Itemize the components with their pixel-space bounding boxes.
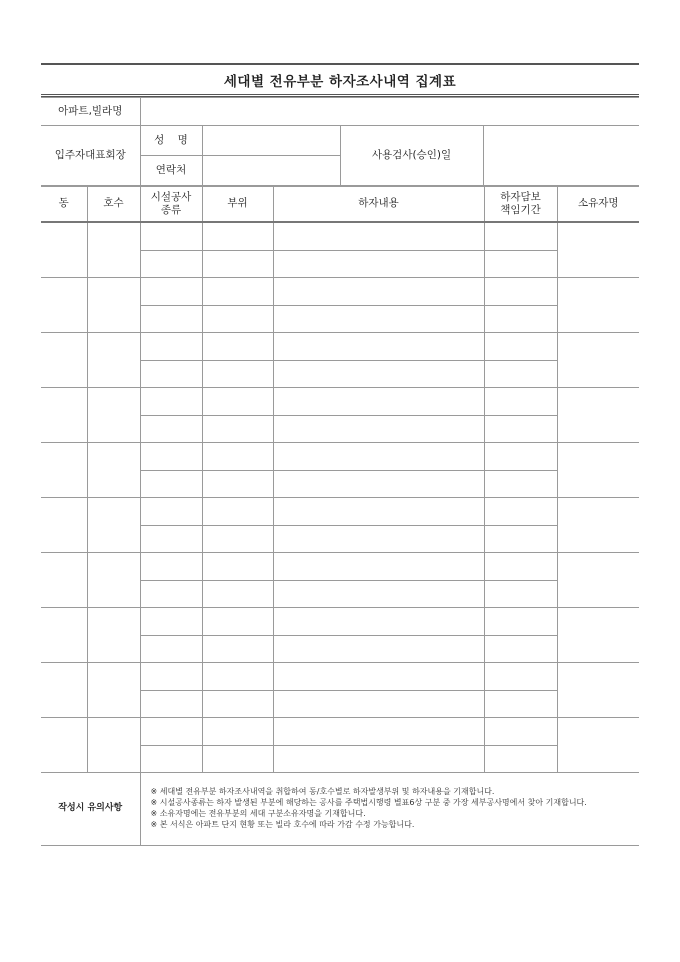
work-type-cell[interactable] (140, 635, 202, 663)
work-type-cell[interactable] (140, 278, 202, 306)
location-cell[interactable] (202, 388, 273, 416)
work-type-cell[interactable] (140, 608, 202, 636)
warranty-cell[interactable] (484, 635, 557, 663)
apt-name-label: 아파트,빌라명 (41, 98, 140, 126)
dong-cell[interactable] (41, 663, 87, 718)
work-type-cell[interactable] (140, 553, 202, 581)
warranty-cell[interactable] (484, 388, 557, 416)
rep-label: 입주자대표회장 (41, 126, 140, 186)
work-type-cell[interactable] (140, 525, 202, 553)
owner-cell[interactable] (557, 718, 639, 773)
form-sheet (41, 63, 639, 846)
work-type-cell[interactable] (140, 305, 202, 333)
dong-cell[interactable] (41, 388, 87, 443)
ho-cell[interactable] (87, 608, 140, 663)
work-type-cell[interactable] (140, 690, 202, 718)
ho-cell[interactable] (87, 443, 140, 498)
location-cell[interactable] (202, 663, 273, 691)
work-type-cell[interactable] (140, 360, 202, 388)
owner-cell[interactable] (557, 443, 639, 498)
dong-cell[interactable] (41, 333, 87, 388)
info-table (41, 97, 639, 186)
owner-cell[interactable] (557, 333, 639, 388)
notes-label: 작성시 유의사항 (41, 773, 140, 846)
defect-cell[interactable] (273, 388, 484, 416)
warranty-cell[interactable] (484, 278, 557, 306)
ho-cell[interactable] (87, 278, 140, 333)
warranty-cell[interactable] (484, 663, 557, 691)
warranty-cell[interactable] (484, 718, 557, 746)
ho-cell[interactable] (87, 553, 140, 608)
work-type-cell[interactable] (140, 718, 202, 746)
table-row (41, 663, 639, 691)
defect-cell[interactable] (273, 415, 484, 443)
warranty-cell[interactable] (484, 608, 557, 636)
defect-cell[interactable] (273, 222, 484, 250)
work-type-cell[interactable] (140, 443, 202, 471)
header-dong: 동 (41, 187, 87, 223)
table-row (41, 498, 639, 526)
warranty-cell[interactable] (484, 415, 557, 443)
warranty-cell[interactable] (484, 525, 557, 553)
location-cell[interactable] (202, 333, 273, 361)
location-cell[interactable] (202, 250, 273, 278)
location-cell[interactable] (202, 580, 273, 608)
location-cell[interactable] (202, 718, 273, 746)
dong-cell[interactable] (41, 718, 87, 773)
location-cell[interactable] (202, 222, 273, 250)
note-item: ※ 본 서식은 아파트 단지 현황 또는 빌라 호수에 따라 가감 수정 가능합니다. (150, 819, 415, 829)
notes-box (140, 773, 639, 846)
work-type-cell[interactable] (140, 498, 202, 526)
defect-cell[interactable] (273, 360, 484, 388)
dong-cell[interactable] (41, 553, 87, 608)
location-cell[interactable] (202, 608, 273, 636)
warranty-cell[interactable] (484, 250, 557, 278)
warranty-cell[interactable] (484, 580, 557, 608)
dong-cell[interactable] (41, 443, 87, 498)
owner-cell[interactable] (557, 388, 639, 443)
table-row (41, 608, 639, 636)
work-type-cell[interactable] (140, 333, 202, 361)
defect-cell[interactable] (273, 525, 484, 553)
defect-table (41, 186, 639, 846)
header-defect: 하자내용 (273, 187, 484, 223)
defect-cell[interactable] (273, 333, 484, 361)
dong-cell[interactable] (41, 222, 87, 278)
contact-field[interactable] (202, 156, 340, 186)
name-label: 성 명 (140, 126, 202, 156)
defect-cell[interactable] (273, 305, 484, 333)
warranty-cell[interactable] (484, 333, 557, 361)
note-item: ※ 소유자명에는 전유부분의 세대 구분소유자명을 기재합니다. (150, 809, 366, 818)
table-row (41, 718, 639, 746)
location-cell[interactable] (202, 360, 273, 388)
defect-cell[interactable] (273, 608, 484, 636)
defect-cell[interactable] (273, 470, 484, 498)
work-type-cell[interactable] (140, 222, 202, 250)
ho-cell[interactable] (87, 333, 140, 388)
ho-cell[interactable] (87, 222, 140, 278)
location-cell[interactable] (202, 443, 273, 471)
table-row (41, 278, 639, 306)
location-cell[interactable] (202, 278, 273, 306)
work-type-cell[interactable] (140, 415, 202, 443)
warranty-cell[interactable] (484, 222, 557, 250)
defect-cell[interactable] (273, 635, 484, 663)
ho-cell[interactable] (87, 388, 140, 443)
contact-label: 연락처 (140, 156, 202, 186)
location-cell[interactable] (202, 415, 273, 443)
inspection-date-field[interactable] (483, 126, 639, 186)
location-cell[interactable] (202, 498, 273, 526)
location-cell[interactable] (202, 635, 273, 663)
warranty-cell[interactable] (484, 305, 557, 333)
inspection-date-label: 사용검사(승인)일 (340, 126, 483, 186)
header-work-type: 시설공사 종류 (140, 187, 202, 223)
work-type-cell[interactable] (140, 663, 202, 691)
work-type-cell[interactable] (140, 580, 202, 608)
defect-cell[interactable] (273, 745, 484, 773)
warranty-cell[interactable] (484, 553, 557, 581)
location-cell[interactable] (202, 745, 273, 773)
defect-cell[interactable] (273, 278, 484, 306)
ho-cell[interactable] (87, 498, 140, 553)
location-cell[interactable] (202, 470, 273, 498)
defect-cell[interactable] (273, 718, 484, 746)
owner-cell[interactable] (557, 498, 639, 553)
table-row (41, 333, 639, 361)
warranty-cell[interactable] (484, 690, 557, 718)
header-owner: 소유자명 (557, 187, 639, 223)
dong-cell[interactable] (41, 608, 87, 663)
note-item: ※ 시설공사종류는 하자 발생된 부분에 해당하는 공사를 주택법시행령 별표6상 구분 중 가장 세부공사명에서 찾아 기재합니다. (150, 798, 587, 808)
note-item: ※ 세대별 전유부분 하자조사내역을 취합하여 동/호수별로 하자발생부위 및 하자내용을 기재합니다. (150, 787, 495, 797)
dong-cell[interactable] (41, 498, 87, 553)
owner-cell[interactable] (557, 608, 639, 663)
warranty-cell[interactable] (484, 498, 557, 526)
form-title: 세대별 전유부분 하자조사내역 집계표 (41, 63, 639, 97)
header-location: 부위 (202, 187, 273, 223)
work-type-cell[interactable] (140, 745, 202, 773)
defect-cell[interactable] (273, 663, 484, 691)
apt-name-field[interactable] (140, 98, 639, 126)
defect-cell[interactable] (273, 580, 484, 608)
ho-cell[interactable] (87, 718, 140, 773)
work-type-cell[interactable] (140, 470, 202, 498)
ho-cell[interactable] (87, 663, 140, 718)
location-cell[interactable] (202, 690, 273, 718)
warranty-cell[interactable] (484, 745, 557, 773)
warranty-cell[interactable] (484, 443, 557, 471)
location-cell[interactable] (202, 553, 273, 581)
work-type-cell[interactable] (140, 250, 202, 278)
owner-cell[interactable] (557, 663, 639, 718)
header-ho: 호수 (87, 187, 140, 223)
owner-cell[interactable] (557, 222, 639, 278)
location-cell[interactable] (202, 525, 273, 553)
header-warranty: 하자담보 책임기간 (484, 187, 557, 223)
name-field[interactable] (202, 126, 340, 156)
location-cell[interactable] (202, 305, 273, 333)
dong-cell[interactable] (41, 278, 87, 333)
table-row (41, 443, 639, 471)
owner-cell[interactable] (557, 278, 639, 333)
defect-cell[interactable] (273, 250, 484, 278)
work-type-cell[interactable] (140, 388, 202, 416)
defect-cell[interactable] (273, 553, 484, 581)
defect-cell[interactable] (273, 498, 484, 526)
warranty-cell[interactable] (484, 470, 557, 498)
defect-cell[interactable] (273, 690, 484, 718)
owner-cell[interactable] (557, 553, 639, 608)
defect-cell[interactable] (273, 443, 484, 471)
warranty-cell[interactable] (484, 360, 557, 388)
table-row (41, 388, 639, 416)
table-row (41, 222, 639, 250)
table-row (41, 553, 639, 581)
